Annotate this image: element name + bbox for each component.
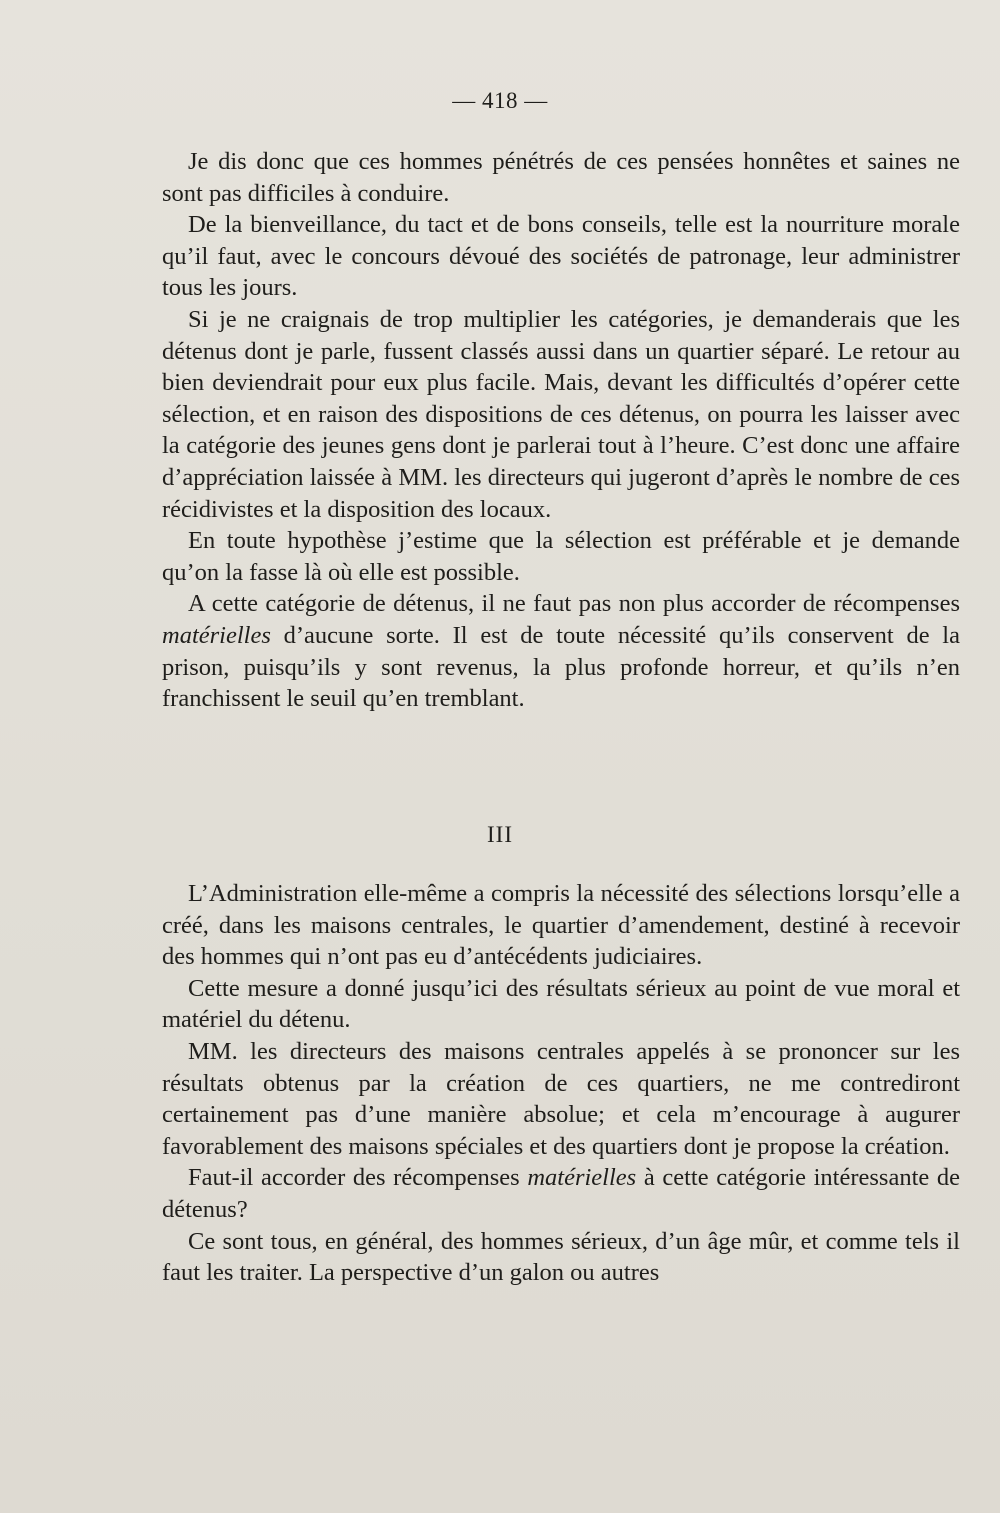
- paragraph: L’Administration elle-même a compris la nécessité des sélections lorsqu’elle a créé, dans les maisons centrales, le quartier d’amendement, destiné à recevoir des hommes qui n’ont pas eu d’antécédents judiciaires.: [162, 880, 960, 971]
- emphasis-text: matérielles: [527, 1164, 637, 1192]
- paragraph: En toute hypothèse j’estime que la sélection est préférable et je demande qu’on la fasse là où elle est possible.: [162, 527, 960, 586]
- paragraph: Je dis donc que ces hommes pénétrés de ces pensées honnêtes et saines ne sont pas difficiles à conduire.: [162, 148, 960, 207]
- emphasis-text: matérielles: [162, 621, 271, 649]
- paragraph: Ce sont tous, en général, des hommes sérieux, d’un âge mûr, et comme tels il faut les traiter. La perspective d’un galon ou autres: [162, 1227, 960, 1287]
- text-block-top: [162, 146, 960, 715]
- paragraph: De la bienveillance, du tact et de bons conseils, telle est la nourriture morale qu’il faut, avec le concours dévoué des sociétés de patronage, leur administrer tous les jours.: [162, 211, 960, 302]
- paragraph: [162, 1162, 960, 1225]
- paragraph-text: A cette catégorie de détenus, il ne faut pas non plus accorder de récompenses: [188, 590, 960, 618]
- page-number: — 418 —: [452, 88, 548, 113]
- paragraph: Cette mesure a donné jusqu’ici des résultats sérieux au point de vue moral et matériel du détenu.: [162, 974, 960, 1034]
- text-block-bottom: [162, 878, 960, 1289]
- paragraph: MM. les directeurs des maisons centrales appelés à se prononcer sur les résultats obtenus par la création de ces quartiers, ne me contrediront certainement pas d’une manière absolue; et cela m’encourage à augurer favorablement des maisons spéciales et des quartiers dont je propose la création.: [162, 1037, 960, 1160]
- paragraph: Si je ne craignais de trop multiplier les catégories, je demanderais que les détenus dont je parle, fussent classés aussi dans un quartier séparé. Le retour au bien deviendrait pour eux plus facile. Mais, devant les difficultés d’opérer cette sélection, et en raison des dispositions de ces détenus, on pourra les laisser avec la catégorie des jeunes gens dont je parlerai tout à l’heure. C’est donc une affaire d’appréciation laissée à MM. les directeurs qui jugeront d’après le nombre de ces récidivistes et la disposition des locaux.: [162, 305, 960, 523]
- paragraph-text: d’aucune sorte. Il est de toute nécessité qu’ils conservent de la prison, puisqu’ils y sont revenus, la plus profonde horreur, et qu’ils n’en franchissent le seuil qu’en tremblant.: [162, 621, 960, 713]
- paragraph-text: à cette catégorie intéressante de détenus?: [162, 1164, 960, 1223]
- section-heading: III: [487, 822, 513, 847]
- paragraph: [162, 588, 960, 714]
- paragraph-text: Faut-il accorder des récompenses: [188, 1164, 528, 1192]
